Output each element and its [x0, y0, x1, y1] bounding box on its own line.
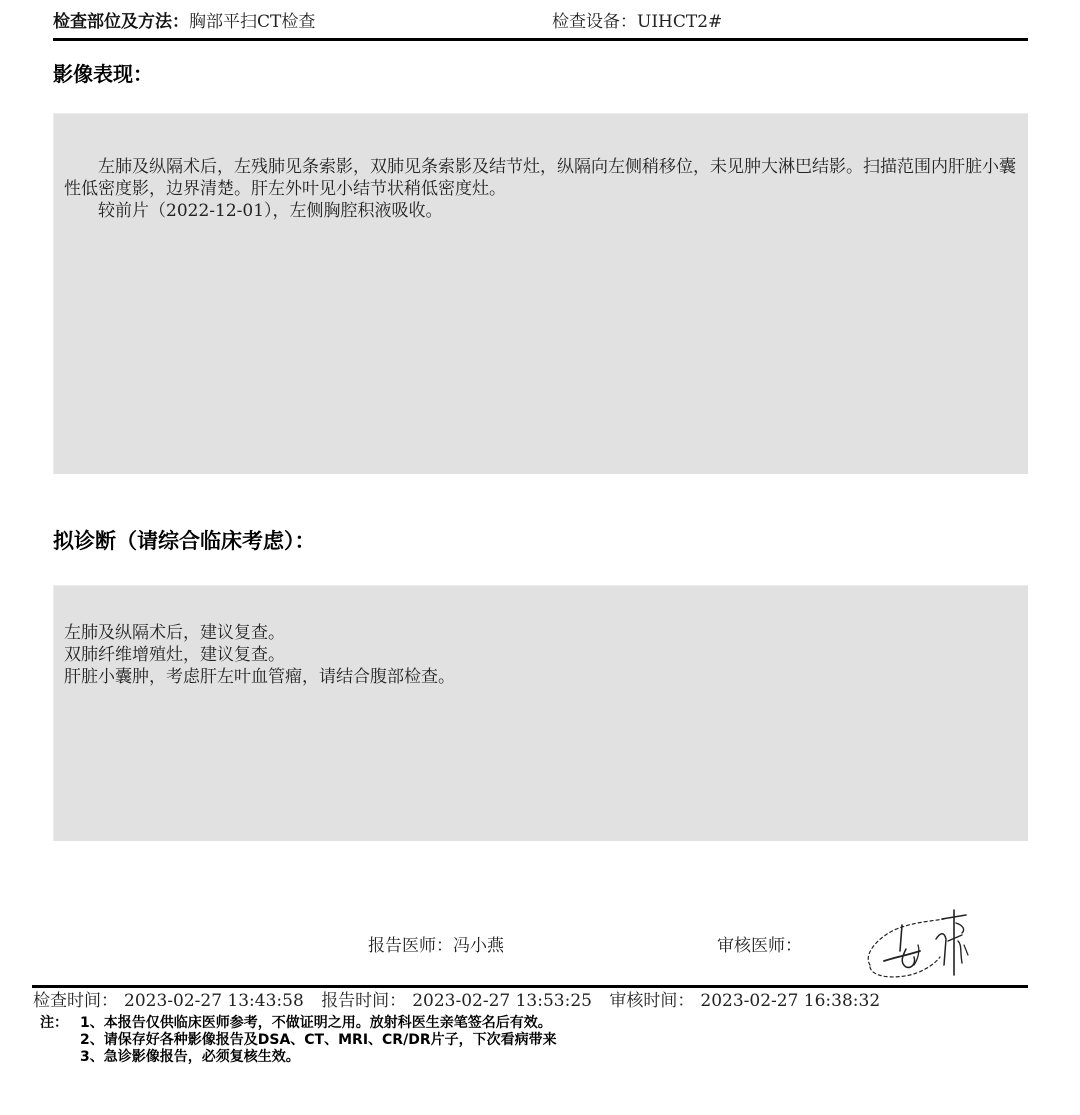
review-time-value: 2023-02-27 16:38:32	[700, 991, 881, 1011]
exam-time-value: 2023-02-27 13:43:58	[124, 991, 304, 1011]
reviewing-doctor-label: 审核医师：	[717, 936, 802, 956]
times-row	[33, 990, 892, 1012]
exam-device-label: 检查设备：	[552, 12, 637, 32]
review-time-label: 审核时间：	[609, 991, 695, 1011]
report-time	[321, 991, 598, 1011]
report-time-value: 2023-02-27 13:53:25	[412, 991, 592, 1011]
diagnosis-line: 肝脏小囊肿，考虑肝左叶血管瘤，请结合腹部检查。	[64, 667, 455, 687]
footer-divider	[32, 985, 1028, 988]
reviewing-doctor-signature-icon	[862, 905, 982, 983]
header-divider	[53, 38, 1028, 41]
findings-paragraph: 较前片（2022-12-01），左侧胸腔积液吸收。	[98, 201, 443, 221]
findings-title: 影像表现：	[53, 62, 153, 86]
note-item: 3、急诊影像报告，必须复核生效。	[80, 1049, 300, 1065]
notes	[40, 1015, 557, 1066]
notes-label: 注：	[40, 1015, 68, 1031]
note-item	[40, 1015, 557, 1032]
diagnosis-title: 拟诊断（请综合临床考虑）：	[53, 529, 316, 553]
report-time-label: 报告时间：	[321, 991, 407, 1011]
findings-paragraph: 左肺及纵隔术后，左残肺见条索影，双肺见条索影及结节灶，纵隔向左侧稍移位，未见肿大淋巴结影。扫描范围内肝脏小囊性低密度影，边界清楚。肝左外叶见小结节状稍低密度灶。	[64, 157, 1016, 199]
exam-device	[552, 10, 722, 34]
findings-box	[53, 113, 1028, 474]
diagnosis-line: 双肺纤维增殖灶，建议复查。	[64, 645, 285, 665]
exam-time	[33, 991, 310, 1011]
reporting-doctor	[368, 934, 504, 958]
diagnosis-line: 左肺及纵隔术后，建议复查。	[64, 623, 285, 643]
exam-method-row	[53, 10, 315, 34]
review-time	[609, 991, 886, 1011]
exam-method-value: 胸部平扫CT检查	[189, 12, 316, 32]
note-item: 2、请保存好各种影像报告及DSA、CT、MRI、CR/DR片子，下次看病带来	[80, 1032, 557, 1048]
diagnosis-box	[53, 585, 1028, 841]
exam-time-label: 检查时间：	[33, 991, 118, 1011]
exam-method-label: 检查部位及方法：	[53, 12, 189, 32]
reporting-doctor-label: 报告医师：	[368, 936, 453, 956]
note-text: 1、本报告仅供临床医师参考，不做证明之用。放射科医生亲笔签名后有效。	[80, 1015, 552, 1031]
reporting-doctor-name: 冯小燕	[453, 936, 504, 956]
exam-device-value: UIHCT2#	[637, 12, 723, 32]
